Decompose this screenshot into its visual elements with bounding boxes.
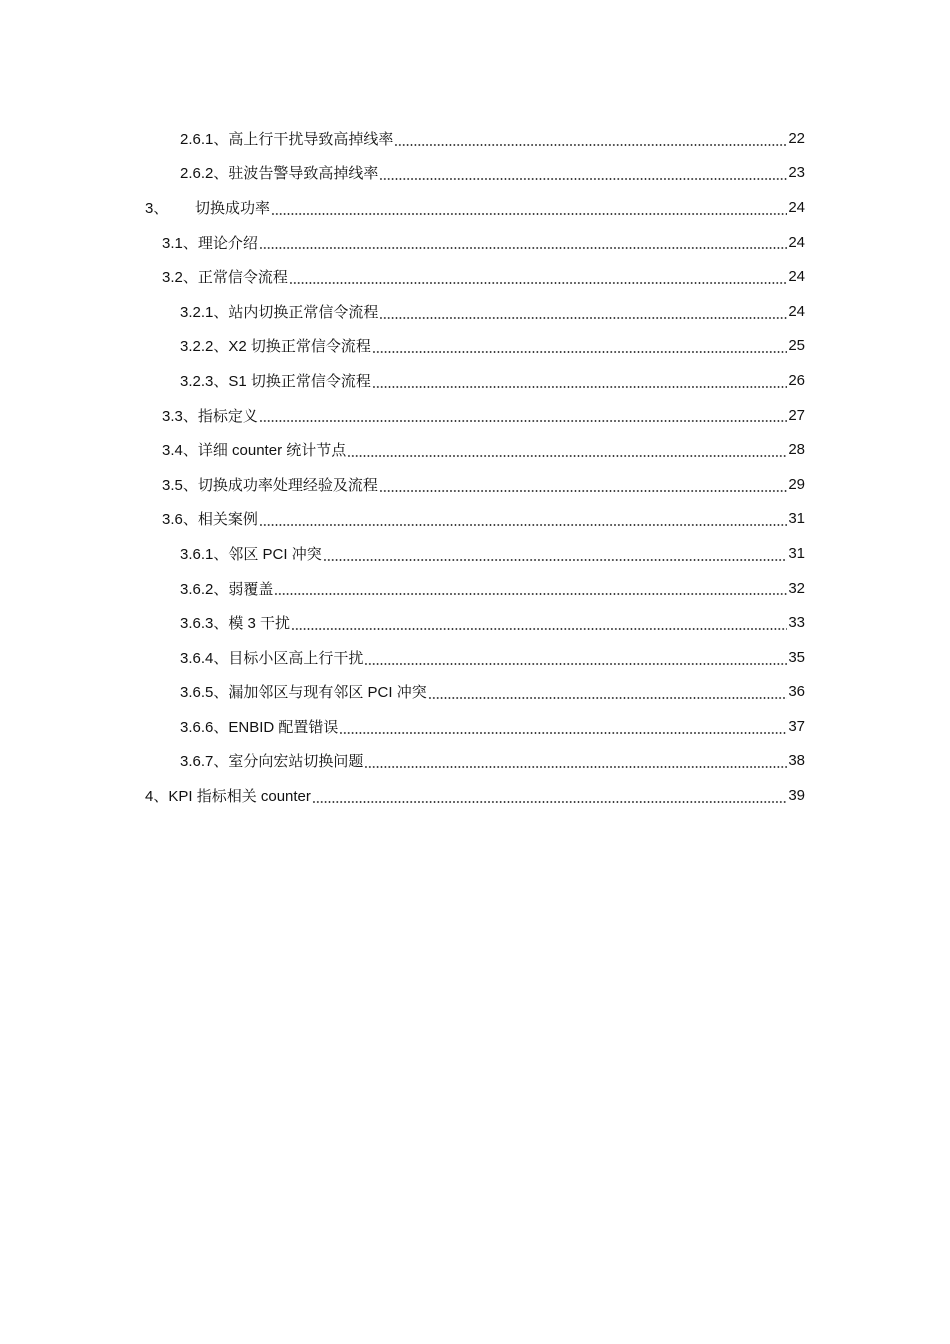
toc-entry-page-number: 27: [788, 406, 805, 424]
toc-entry-number: 3.6.7、: [180, 753, 229, 771]
toc-entry-page-number: 33: [788, 614, 805, 632]
toc-entry-page-number: 26: [788, 371, 805, 389]
toc-entry[interactable]: [0, 744, 950, 779]
toc-entry-number: 3.5、: [162, 476, 198, 494]
toc-entry-title: 目标小区高上行干扰: [228, 649, 364, 667]
toc-entry-title: 驻波告警导致高掉线率: [228, 165, 379, 183]
toc-entry-page-number: 22: [788, 129, 805, 147]
toc-entry-number: 3.3、: [162, 407, 198, 425]
toc-entry-page-number: 24: [788, 198, 805, 216]
toc-entry-page-number: 24: [788, 233, 805, 251]
toc-entry-title: 理论介绍: [197, 234, 258, 252]
toc-entry-page-number: 31: [788, 544, 805, 562]
toc-entry-number: 3.6.1、: [180, 545, 229, 563]
toc-dot-leader: [259, 247, 787, 249]
toc-entry-number: 2.6.1、: [180, 130, 229, 148]
toc-entry-page-number: 38: [788, 752, 805, 770]
toc-dot-leader: [323, 559, 788, 561]
toc-entry-page-number: 29: [788, 475, 805, 493]
toc-entry-title: 详细 counter 统计节点: [197, 442, 347, 460]
toc-entry-page-number: 32: [788, 579, 805, 597]
toc-dot-leader: [372, 351, 787, 353]
toc-entry[interactable]: [0, 467, 950, 502]
toc-dot-leader: [347, 455, 787, 457]
toc-entry-title: 高上行干扰导致高掉线率: [228, 130, 394, 148]
toc-entry[interactable]: [0, 363, 950, 398]
toc-entry[interactable]: [0, 121, 950, 156]
toc-entry[interactable]: [0, 190, 950, 225]
toc-entry[interactable]: [0, 294, 950, 329]
toc-entry[interactable]: [0, 156, 950, 191]
toc-dot-leader: [289, 282, 787, 284]
toc-dot-leader: [274, 593, 787, 595]
toc-dot-leader: [312, 801, 787, 803]
toc-dot-leader: [364, 766, 787, 768]
toc-entry[interactable]: [0, 225, 950, 260]
toc-entry-title: 漏加邻区与现有邻区 PCI 冲突: [228, 684, 427, 702]
toc-entry-page-number: 36: [788, 683, 805, 701]
toc-entry[interactable]: [0, 605, 950, 640]
toc-entry-number: 2.6.2、: [180, 165, 229, 183]
toc-entry-page-number: 37: [788, 717, 805, 735]
toc-entry-number: 3.2.2、: [180, 338, 229, 356]
toc-entry-title: 模 3 干扰: [228, 615, 291, 633]
toc-entry-page-number: 23: [788, 164, 805, 182]
toc-dot-leader: [271, 213, 787, 215]
toc-entry-page-number: 24: [788, 302, 805, 320]
toc-dot-leader: [364, 663, 787, 665]
toc-dot-leader: [379, 178, 787, 180]
toc-entry-page-number: 31: [788, 510, 805, 528]
toc-entry-title: 切换成功率: [195, 199, 271, 217]
toc-entry-title: KPI 指标相关 counter: [168, 788, 311, 806]
toc-entry-page-number: 28: [788, 441, 805, 459]
toc-entry-page-number: 35: [788, 648, 805, 666]
toc-entry-title: 正常信令流程: [197, 269, 288, 287]
toc-entry-title: ENBID 配置错误: [228, 718, 339, 736]
toc-entry-page-number: 39: [788, 787, 805, 805]
toc-entry[interactable]: [0, 536, 950, 571]
toc-entry-title: X2 切换正常信令流程: [228, 338, 371, 356]
toc-entry-number: 3、: [145, 199, 169, 217]
toc-entry-number: 3.6.6、: [180, 718, 229, 736]
toc-entry[interactable]: [0, 675, 950, 710]
toc-entry-title: 站内切换正常信令流程: [228, 303, 379, 321]
toc-entry[interactable]: [0, 329, 950, 364]
toc-entry[interactable]: [0, 432, 950, 467]
toc-entry[interactable]: [0, 709, 950, 744]
toc-entry-title: 切换成功率处理经验及流程: [197, 476, 378, 494]
toc-entry-number: 3.6.4、: [180, 649, 229, 667]
toc-entry-number: 3.2.3、: [180, 372, 229, 390]
toc-entry-title: 指标定义: [197, 407, 258, 425]
toc-entry-title: 相关案例: [197, 511, 258, 529]
toc-dot-leader: [372, 386, 787, 388]
toc-entry-number: 3.4、: [162, 442, 198, 460]
toc-entry-number: 3.6.5、: [180, 684, 229, 702]
toc-dot-leader: [259, 420, 787, 422]
toc-entry-number: 3.6.2、: [180, 580, 229, 598]
toc-entry-number: 3.2、: [162, 269, 198, 287]
toc-dot-leader: [339, 732, 787, 734]
toc-entry-number: 3.2.1、: [180, 303, 229, 321]
toc-entry[interactable]: [0, 259, 950, 294]
toc-entry[interactable]: [0, 571, 950, 606]
toc-entry-title: S1 切换正常信令流程: [228, 372, 371, 390]
toc-entry-title: 弱覆盖: [228, 580, 274, 598]
toc-entry-title: 邻区 PCI 冲突: [228, 545, 322, 563]
toc-entry-title: 室分向宏站切换问题: [228, 753, 364, 771]
toc-entry[interactable]: [0, 398, 950, 433]
toc-entry[interactable]: [0, 502, 950, 537]
table-of-contents: [0, 121, 950, 813]
toc-entry-number: 3.1、: [162, 234, 198, 252]
toc-entry-page-number: 25: [788, 337, 805, 355]
toc-entry[interactable]: [0, 778, 950, 813]
toc-entry-number: 4、: [145, 788, 169, 806]
toc-dot-leader: [291, 628, 787, 630]
toc-dot-leader: [259, 524, 787, 526]
toc-entry-number: 3.6、: [162, 511, 198, 529]
toc-entry-number: 3.6.3、: [180, 615, 229, 633]
toc-dot-leader: [394, 144, 787, 146]
toc-dot-leader: [428, 697, 788, 699]
toc-entry[interactable]: [0, 640, 950, 675]
toc-dot-leader: [379, 490, 787, 492]
toc-dot-leader: [379, 317, 787, 319]
toc-entry-page-number: 24: [788, 268, 805, 286]
